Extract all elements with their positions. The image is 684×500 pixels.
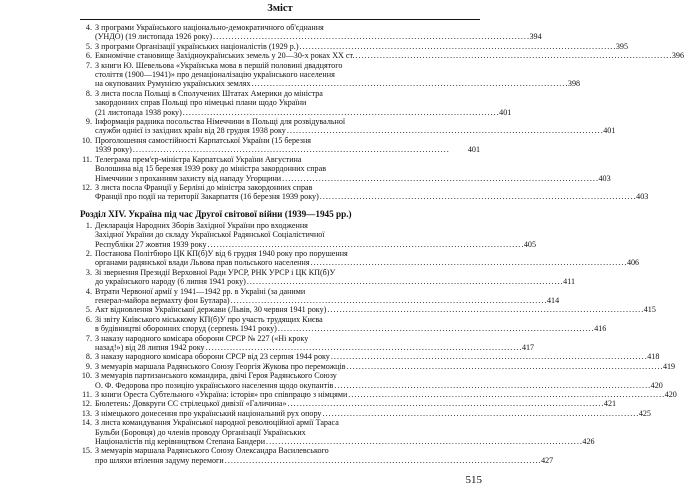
toc-entry	[80, 248, 640, 268]
table-of-contents	[80, 23, 684, 465]
entry-number: 9.	[85, 361, 92, 371]
entry-last-line	[95, 126, 616, 136]
entry-page-number: 414	[546, 295, 560, 305]
entry-page-number: 420	[664, 390, 677, 400]
entry-number: 12.	[81, 182, 92, 192]
toc-section-xiii-continued	[80, 23, 684, 202]
entry-page-number: 401	[467, 145, 480, 155]
entry-body	[95, 408, 651, 418]
toc-entry	[80, 371, 663, 390]
entry-title-line: Зі звернення Президії Верховної Ради УРСР, РНК УРСР і ЦК КП(б)У	[95, 267, 336, 277]
entry-page-number: 398	[567, 79, 581, 89]
dot-leader	[331, 352, 646, 361]
entry-last-line	[95, 399, 617, 409]
entry-title-line: Втрати Червоної армії у 1941—1942 рр. в Україні (за даними	[95, 286, 306, 296]
entry-body	[95, 23, 542, 42]
toc-entry	[80, 390, 677, 400]
entry-number: 11.	[82, 390, 92, 400]
entry-last-line	[95, 380, 663, 390]
entry-body	[95, 390, 677, 400]
entry-page-number: 394	[529, 32, 542, 42]
entry-title-line: З програми Українського національно-демократичного об'єднання	[95, 23, 324, 32]
toc-entry	[80, 51, 684, 61]
entry-body	[95, 182, 649, 202]
entry-number: 3.	[85, 267, 92, 277]
dot-leader	[208, 240, 523, 249]
dot-leader	[213, 32, 528, 41]
entry-body	[95, 60, 581, 89]
toc-entry	[80, 361, 676, 371]
entry-last-line	[95, 41, 629, 51]
toc-entry	[80, 182, 649, 202]
entry-last-line	[95, 455, 554, 465]
dot-leader	[266, 437, 581, 446]
entry-body	[95, 314, 607, 334]
entry-title-line: Постанова Політбюро ЦК КП(б)У від 6 грудня 1940 року про порушення	[95, 248, 348, 258]
entry-number: 4.	[85, 23, 92, 32]
entry-last-line	[95, 324, 607, 334]
entry-last-line	[95, 107, 512, 117]
toc-entry	[80, 220, 537, 249]
entry-title-line: Інформація радника посольства Німеччини в Польщі для розвідувальної	[95, 117, 346, 127]
entry-number: 6.	[85, 51, 92, 61]
section-title: Розділ XIV. Україна під час Другої світової війни (1939—1945 рр.)	[80, 208, 352, 219]
entry-title-line: З мемуарів маршала Радянського Союзу Олександра Василевського	[95, 446, 329, 456]
entry-page-number: 415	[643, 305, 656, 315]
entry-body	[95, 51, 684, 61]
dot-leader	[287, 126, 602, 135]
entry-last-line	[95, 79, 581, 89]
entry-last-line	[95, 408, 651, 418]
entry-number: 6.	[85, 314, 92, 324]
dot-leader	[252, 79, 567, 88]
entry-number: 8.	[85, 352, 92, 362]
entry-body	[95, 371, 663, 390]
entry-body	[95, 220, 537, 249]
entry-number: 8.	[85, 88, 92, 98]
entry-last-line	[95, 295, 560, 305]
toc-entry	[80, 418, 595, 447]
entry-last-line	[95, 192, 649, 202]
entry-title-line: органами радянської влади Львова прав польського населення	[95, 258, 310, 268]
toc-entry	[80, 399, 617, 409]
toc-section-xiv	[80, 220, 677, 466]
toc-entry	[80, 41, 629, 51]
entry-number: 12.	[81, 399, 92, 409]
entry-page-number: 421	[603, 399, 617, 409]
entry-number: 7.	[85, 60, 92, 70]
entry-title-line: Бюлетень: Довкруги СС стрілецької дивізії «Галичина»	[95, 399, 287, 409]
entry-number: 2.	[85, 248, 92, 258]
entry-title-line: З програми Організації українських націоналістів (1929 р.)	[95, 41, 299, 51]
entry-body	[95, 305, 656, 315]
dot-leader	[347, 362, 662, 371]
entry-page-number: 416	[594, 324, 607, 334]
entry-title-line: назад!») від 28 липня 1942 року	[95, 343, 205, 352]
entry-title-line: Націоналістів під керівництвом Степана Бандери	[95, 437, 266, 447]
entry-title-line: на окупованих Румунією українських землях	[95, 79, 251, 89]
entry-page-number: 401	[603, 126, 616, 136]
entry-number: 1.	[85, 220, 92, 230]
entry-title-line: генерал-майора вермахту фон Бутлара)	[95, 295, 230, 305]
dot-leader	[278, 324, 593, 333]
entry-title-line: Бульби (Боровця) до членів проводу Організації Українських	[95, 427, 306, 437]
entry-title-line: О. Ф. Федорова про позицію українського населення щодо окупантів	[95, 380, 334, 390]
entry-page-number: 406	[626, 258, 640, 268]
toc-entry	[80, 305, 656, 315]
entry-last-line	[95, 390, 677, 400]
entry-page-number: 395	[615, 41, 629, 51]
entry-last-line	[95, 145, 480, 154]
entry-last-line	[95, 343, 535, 352]
toc-entry	[80, 267, 576, 287]
toc-entry	[80, 314, 607, 334]
entry-title-line: про шляхи втілення задуму перемоги	[95, 455, 224, 465]
entry-number: 9.	[85, 117, 92, 127]
entry-body	[95, 286, 560, 306]
entry-title-line: Франції про події на території Закарпаття (16 березня 1939 року)	[95, 192, 319, 202]
entry-title-line: Західної України до складу Української Радянської Соціалістичної	[95, 230, 325, 240]
entry-page-number: 419	[662, 361, 676, 371]
header-rule	[80, 19, 480, 20]
running-header: Зміст	[267, 3, 293, 14]
entry-last-line	[95, 258, 640, 268]
entry-title-line: З книги Ю. Шевельова «Українська мова в першій половині двадцятого	[95, 60, 343, 70]
entry-title-line: (21 листопада 1938 року)	[95, 107, 182, 117]
entry-number: 10.	[81, 135, 92, 145]
entry-page-number: 425	[638, 408, 651, 418]
entry-page-number: 403	[598, 173, 611, 183]
entry-body	[95, 361, 676, 371]
entry-title-line: З мемуарів партизанського командира, двічі Героя Радянського Союзу	[95, 371, 337, 381]
dot-leader	[206, 343, 521, 352]
entry-last-line	[95, 173, 611, 183]
toc-entry	[80, 154, 611, 183]
toc-entry	[80, 136, 480, 155]
entry-title-line: З наказу народного комісара оборони СРСР від 23 серпня 1944 року	[95, 352, 330, 362]
entry-last-line	[95, 239, 537, 249]
dot-leader	[348, 390, 663, 399]
entry-title-line: до українського народу (6 липня 1941 року)	[95, 277, 246, 287]
entry-page-number: 403	[636, 192, 649, 202]
entry-page-number: 411	[563, 277, 576, 287]
entry-body	[95, 267, 576, 287]
entry-title-line: З мемуарів маршала Радянського Союзу Георгія Жукова про переможців	[95, 361, 346, 371]
entry-page-number: 405	[523, 239, 537, 249]
entry-title-line: З листа посла Франції у Берліні до міністра закордонних справ	[95, 182, 313, 192]
entry-title-line: З німецького донесення про український національний рух опору	[95, 408, 322, 418]
toc-entry	[80, 60, 581, 89]
entry-page-number: 420	[650, 380, 663, 390]
entry-body	[95, 248, 640, 268]
entry-title-line: З листа посла Польщі в Сполучених Штатах Америки до міністра	[95, 88, 323, 98]
entry-page-number: 417	[521, 343, 535, 352]
entry-title-line: в будівництві оборонних споруд (серпень 1941 року)	[95, 324, 277, 334]
entry-body	[95, 117, 616, 136]
entry-last-line	[95, 51, 684, 61]
entry-title-line: Зі звіту Київського міськкому КП(б)У про участь трудящих Києва	[95, 314, 323, 324]
entry-number: 7.	[85, 333, 92, 343]
toc-entry	[80, 408, 651, 418]
entry-title-line: З наказу народного комісара оборони СРСР № 227 («Ні кроку	[95, 333, 309, 343]
entry-body	[95, 446, 554, 465]
toc-entry	[80, 88, 512, 117]
entry-title-line: служби однієї із західних країн від 28 грудня 1938 року	[95, 126, 286, 136]
entry-body	[95, 136, 480, 155]
entry-title-line: закордонних справ Польщі про німецькі плани щодо України	[95, 98, 307, 108]
entry-title-line: століття (1900—1941)» про денаціоналізацію українського населення	[95, 70, 335, 80]
entry-last-line	[95, 277, 576, 287]
dot-leader	[334, 381, 649, 390]
entry-page-number: 396	[671, 51, 684, 61]
toc-entry	[80, 333, 535, 353]
entry-last-line	[95, 305, 656, 315]
entry-body	[95, 154, 611, 183]
entry-last-line	[95, 437, 595, 447]
dot-leader	[322, 409, 637, 418]
entry-title-line: Акт відновлення Української держави (Львів, 30 червня 1941 року)	[95, 305, 327, 315]
entry-title-line: Німеччини з проханням захисту від нападу Угорщини	[95, 173, 282, 183]
entry-title-line: Волошина від 15 березня 1939 року до міністра закордонних справ	[95, 164, 327, 174]
entry-title-line: З книги Ореста Субтельного «Україна: історія» про співпрацю з німцями	[95, 390, 348, 400]
toc-entry	[80, 352, 660, 362]
entry-number: 11.	[82, 154, 92, 164]
entry-title-line: З листа командування Української народної революційної армії Тараса	[95, 418, 339, 428]
dot-leader	[183, 108, 498, 117]
toc-entry	[80, 286, 560, 306]
entry-page-number: 427	[541, 455, 554, 465]
entry-title-line: Телеграма прем'єр-міністра Карпатської України Августина	[95, 154, 302, 164]
dot-leader	[288, 399, 603, 408]
entry-body	[95, 418, 595, 447]
dot-leader	[247, 277, 562, 286]
entry-last-line	[95, 32, 542, 42]
entry-last-line	[95, 361, 676, 371]
dot-leader	[300, 42, 615, 51]
entry-body	[95, 399, 617, 409]
toc-entry	[80, 446, 554, 465]
toc-entry	[80, 117, 616, 136]
entry-number: 10.	[81, 371, 92, 381]
entry-body	[95, 41, 629, 51]
dot-leader	[355, 51, 670, 60]
entry-title-line: Декларація Народних Зборів Західної України про входження	[95, 220, 308, 230]
entry-last-line	[95, 352, 660, 362]
entry-title-line: Економічне становище Західноукраїнських земель у 20—30-х роках XX ст.	[95, 51, 355, 61]
entry-number: 5.	[85, 41, 92, 51]
entry-body	[95, 352, 660, 362]
entry-page-number: 426	[582, 437, 595, 447]
dot-leader	[231, 296, 546, 305]
entry-title-line: Республіки 27 жовтня 1939 року	[95, 239, 207, 249]
entry-title-line: Проголошення самостійності Карпатської України (15 березня	[95, 135, 311, 145]
dot-leader	[320, 192, 635, 201]
dot-leader	[225, 456, 540, 465]
entry-number: 4.	[85, 286, 92, 296]
entry-number: 5.	[85, 305, 92, 315]
dot-leader	[327, 305, 642, 314]
dot-leader	[311, 258, 626, 267]
entry-page-number: 418	[647, 352, 660, 362]
entry-title-line: 1939 року)	[95, 145, 132, 155]
entry-title-line: (УНДО) (19 листопада 1926 року)	[95, 32, 213, 42]
entry-number: 15.	[81, 446, 92, 456]
entry-number: 13.	[81, 408, 92, 418]
page-number: 515	[465, 474, 482, 486]
entry-number: 14.	[81, 418, 92, 428]
toc-entry	[80, 23, 542, 42]
entry-body	[95, 333, 535, 353]
entry-body	[95, 88, 512, 117]
dot-leader	[133, 145, 467, 154]
dot-leader	[282, 174, 597, 183]
entry-page-number: 401	[499, 107, 512, 117]
